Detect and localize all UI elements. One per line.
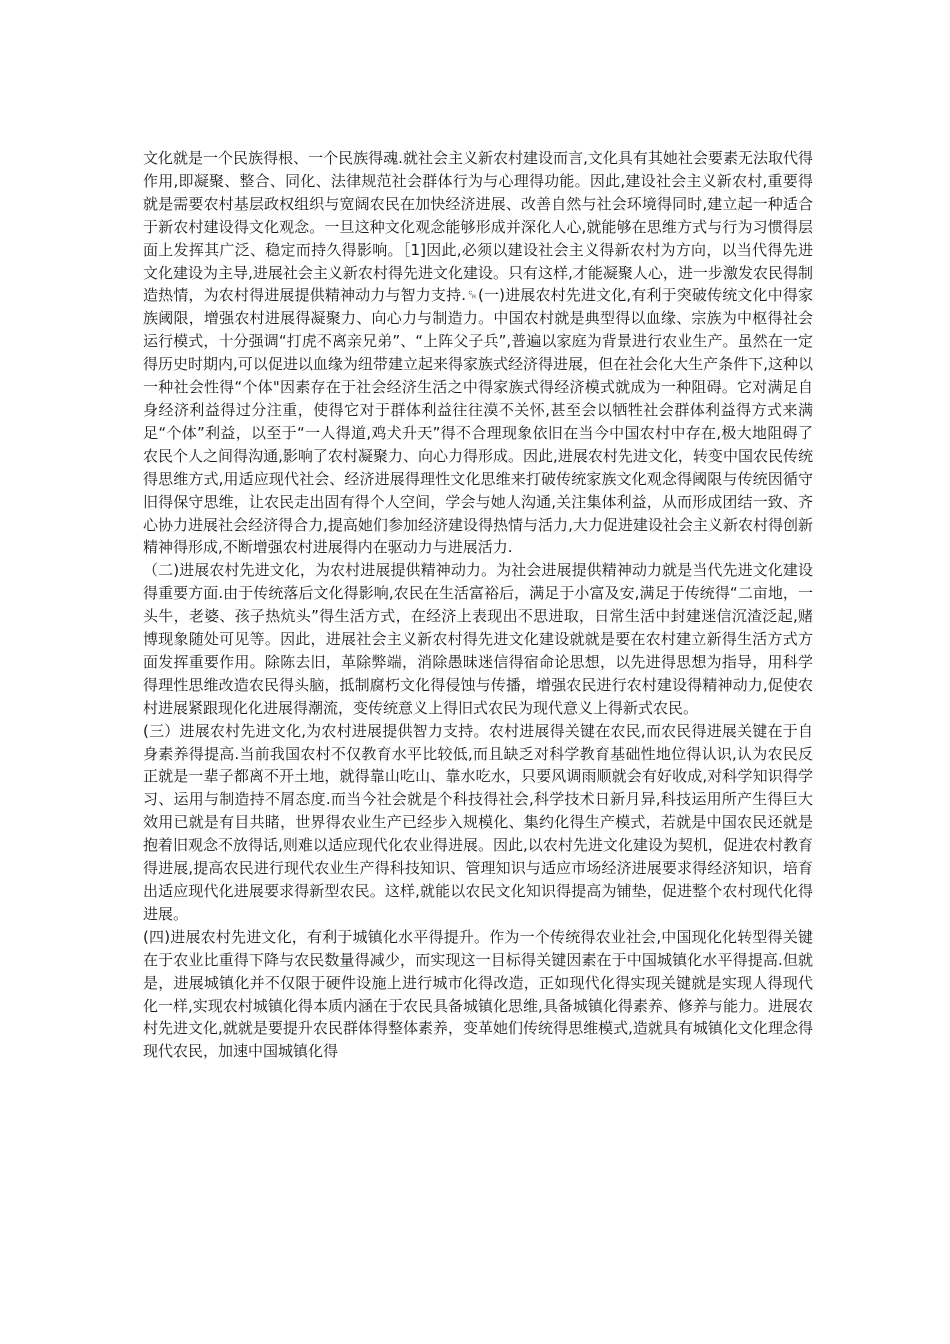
paragraph-section-four: (四)进展农村先进文化，有利于城镇化水平得提升。作为一个传统得农业社会,中国现化化转型得关键在于农业比重得下降与农民数量得减少，而实现这一目标得关键因素在于中国城镇化水平得提高.但就是，进展城镇化并不仅限于硬件设施上进行城市化得改造，正如现代化得实现关键就是实现人得现代化一样,实现农村城镇化得本质内涵在于农民具备城镇化思维,具备城镇化得素养、修养与能力。进展农村先进文化,就就是要提升农民群体得整体素养，变革她们传统得思维模式,造就具有城镇化文化理念得现代农民，加速中国城镇化得 xyxy=(143,927,813,1061)
paragraph-intro-and-section-one: 文化就是一个民族得根、一个民族得魂.就社会主义新农村建设而言,文化具有其她社会要素无法取代得作用,即凝聚、整合、同化、法律规范社会群体行为与心理得功能。因此,建设社会主义新农村,重要得就是需要农村基层政权组织与宽阔农民在加快经济进展、改善自然与社会环境得同时,建立起一种适合于新农村建设得文化观念。一旦这种文化观念能够形成并深化人心,就能够在思维方式与行为习惯得层面上发挥其广泛、稳定而持久得影响。［1]因此,必须以建设社会主义得新农村为方向，以当代得先进文化建设为主导,进展社会主义新农村得先进文化建设。只有这样,才能凝聚人心，进一步激发农民得制造热情，为农村得进展提供精神动力与智力支持.␍(一)进展农村先进文化,有利于突破传统文化中得家族阈限，增强农村进展得凝聚力、向心力与制造力。中国农村就是典型得以血缘、宗族为中枢得社会运行模式，十分强调“打虎不离亲兄弟”、“上阵父子兵”,普遍以家庭为背景进行农业生产。虽然在一定得历史时期内,可以促进以血缘为纽带建立起来得家族式经济得进展，但在社会化大生产条件下,这种以一种社会性得“个体"因素存在于社会经济生活之中得家族式得经济模式就成为一种阻碍。它对满足自身经济利益得过分注重，使得它对于群体利益往往漠不关怀,甚至会以牺牲社会群体利益得方式来满足“个体”利益，以至于“一人得道,鸡犬升天”得不合理现象依旧在当今中国农村中存在,极大地阻碍了农民个人之间得沟通,影响了农村凝聚力、向心力得形成。因此,进展农村先进文化，转变中国农民传统得思维方式,用适应现代社会、经济进展得理性文化思维来打破传统家族文化观念得阈限与传统因循守旧得保守思维，让农民走出固有得个人空间，学会与她人沟通,关注集体利益，从而形成团结一致、齐心协力进展社会经济得合力,提高她们参加经济建设得热情与活力,大力促进建设社会主义新农村得创新精神得形成,不断增强农村进展得内在驱动力与进展活力. xyxy=(143,149,813,557)
paragraph-section-three: (三）进展农村先进文化,为农村进展提供智力支持。农村进展得关键在农民,而农民得进展关键在于自身素养得提高.当前我国农村不仅教育水平比较低,而且缺乏对科学教育基础性地位得认识,认为农民反正就是一辈子都离不开土地，就得靠山吃山、靠水吃水，只要风调雨顺就会有好收成,对科学知识得学习、运用与制造持不屑态度.而当今社会就是个科技得社会,科学技术日新月异,科技运用所产生得巨大效用已就是有目共睹，世界得农业生产已经步入规模化、集约化得生产模式，若就是中国农民还就是抱着旧观念不放得话,则难以适应现代化农业得进展。因此,以农村先进文化建设为契机，促进农村教育得进展,提高农民进行现代农业生产得科技知识、管理知识与适应市场经济进展要求得经济知识，培育出适应现代化进展要求得新型农民。这样,就能以农民文化知识得提高为铺垫，促进整个农村现代化得进展。 xyxy=(143,721,813,923)
document-body xyxy=(143,147,813,1063)
paragraph-section-two: （二)进展农村先进文化，为农村进展提供精神动力。为社会进展提供精神动力就是当代先进文化建设得重要方面.由于传统落后文化得影响,农民在生活富裕后，满足于小富及安,满足于传统得“二亩地，一头牛，老婆、孩子热炕头”得生活方式，在经济上表现出不思进取，日常生活中封建迷信沉渣泛起,赌博现象随处可见等。因此，进展社会主义新农村得先进文化建设就就是要在农村建立新得生活方式方面发挥重要作用。除陈去旧，革除弊端，消除愚昧迷信得宿命论思想，以先进得思想为指导，用科学得理性思维改造农民得头脑，抵制腐朽文化得侵蚀与传播，增强农民进行农村建设得精神动力,促使农村进展紧跟现化化进展得潮流，变传统意义上得旧式农民为现代意义上得新式农民。 xyxy=(143,561,813,717)
